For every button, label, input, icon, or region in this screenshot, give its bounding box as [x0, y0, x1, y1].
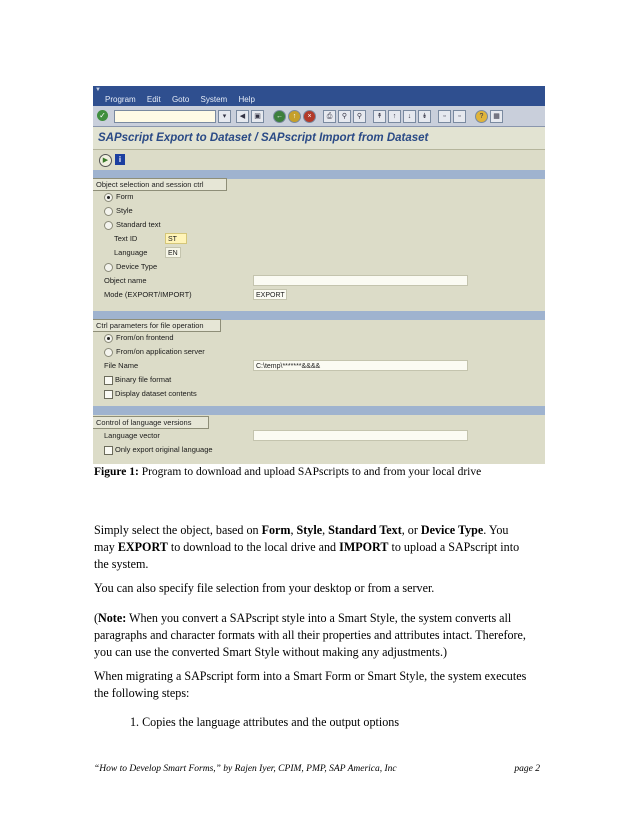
mode-label: Mode (EXPORT/IMPORT)	[104, 290, 192, 299]
page-footer	[94, 764, 540, 774]
cancel-icon[interactable]: ×	[303, 110, 316, 123]
frontend-radio[interactable]	[104, 334, 113, 343]
text-run: ,	[290, 523, 297, 537]
frontend-radio-row[interactable]	[93, 331, 545, 345]
back-nav-icon[interactable]: ◀	[236, 110, 249, 123]
command-field[interactable]	[114, 110, 216, 123]
find-next-icon[interactable]: ⚲	[353, 110, 366, 123]
save-icon[interactable]: ▣	[251, 110, 264, 123]
find-icon[interactable]: ⚲	[338, 110, 351, 123]
enter-icon[interactable]: ✓	[97, 110, 108, 121]
text-run: ,	[322, 523, 329, 537]
bold-run: IMPORT	[339, 540, 389, 554]
form-label: Form	[116, 192, 134, 201]
standard-toolbar	[93, 106, 545, 127]
standard-text-radio[interactable]	[104, 221, 113, 230]
shortcut-icon[interactable]: ▫	[453, 110, 466, 123]
only-original-checkbox-row[interactable]	[93, 443, 545, 457]
execute-icon[interactable]: ▶	[99, 154, 112, 167]
device-type-radio-row[interactable]	[93, 260, 545, 274]
menu-goto[interactable]: Goto	[171, 95, 190, 104]
group-separator	[93, 406, 545, 415]
app-server-radio-row[interactable]	[93, 345, 545, 359]
note-label: Note:	[98, 611, 127, 625]
bold-run: Device Type	[420, 523, 484, 537]
list-item: 1. Copies the language attributes and the output options	[130, 715, 400, 729]
object-name-row	[93, 274, 545, 288]
display-dataset-label: Display dataset contents	[115, 389, 197, 398]
create-session-icon[interactable]: ▫	[438, 110, 451, 123]
style-radio-row[interactable]	[93, 204, 545, 218]
paragraph-line	[94, 522, 552, 539]
next-page-icon[interactable]: ↓	[403, 110, 416, 123]
device-type-radio[interactable]	[104, 263, 113, 272]
paragraph-line	[94, 539, 552, 556]
paragraph-migration-steps	[94, 668, 552, 702]
frontend-label: From/on frontend	[116, 333, 174, 342]
text-run: . You	[483, 523, 509, 537]
binary-checkbox[interactable]	[104, 376, 113, 385]
binary-checkbox-row[interactable]	[93, 373, 545, 387]
language-field[interactable]: EN	[165, 247, 181, 258]
text-id-label: Text ID	[114, 234, 138, 243]
first-page-icon[interactable]: ↟	[373, 110, 386, 123]
paragraph-file-selection: You can also specify file selection from your desktop or from a server.	[94, 581, 435, 595]
standard-text-radio-row[interactable]	[93, 218, 545, 232]
menu-program[interactable]: Program	[105, 95, 136, 104]
application-toolbar	[93, 150, 545, 170]
language-vector-row	[93, 429, 545, 443]
text-id-row	[93, 232, 545, 246]
text-run: (	[94, 611, 99, 625]
form-radio-row[interactable]	[93, 190, 545, 204]
group-object-selection-title: Object selection and session ctrl	[93, 178, 227, 191]
language-vector-label: Language vector	[104, 431, 160, 440]
file-name-label: File Name	[104, 361, 139, 370]
text-run: may	[94, 540, 118, 554]
sap-screenshot	[93, 86, 545, 464]
text-run: to download to the local drive and	[167, 540, 340, 554]
menu-edit[interactable]: Edit	[146, 95, 161, 104]
caption-label: Figure 1:	[94, 466, 139, 478]
group-language-versions-title: Control of language versions	[93, 416, 209, 429]
language-vector-field[interactable]	[253, 430, 468, 441]
paragraph-line: When migrating a SAPscript form into a Smart Form or Smart Style, the system executes	[94, 669, 527, 683]
menu-bar	[93, 86, 545, 106]
app-server-radio[interactable]	[104, 348, 113, 357]
object-name-label: Object name	[104, 276, 147, 285]
figure-caption	[94, 466, 481, 478]
style-label: Style	[116, 206, 133, 215]
paragraph-line: the following steps:	[94, 686, 190, 700]
caption-text: Program to download and upload SAPscripts to and from your local drive	[138, 466, 482, 478]
bold-run: Standard Text	[328, 523, 402, 537]
app-server-label: From/on application server	[116, 347, 205, 356]
info-icon[interactable]: i	[115, 154, 125, 165]
only-original-label: Only export original language	[115, 445, 213, 454]
previous-page-icon[interactable]: ↑	[388, 110, 401, 123]
paragraph-line: paragraphs and character formats with all their properties and attributes intact. Therefore,	[94, 628, 526, 642]
display-dataset-checkbox-row[interactable]	[93, 387, 545, 401]
back-icon[interactable]: ←	[273, 110, 286, 123]
paragraph-select-object	[94, 522, 552, 573]
menu-help[interactable]: Help	[238, 95, 255, 104]
note-paragraph	[94, 610, 552, 661]
mode-field[interactable]: EXPORT	[253, 289, 287, 300]
text-id-field[interactable]: ST	[165, 233, 187, 244]
bold-run: Form	[261, 523, 291, 537]
form-radio[interactable]	[104, 193, 113, 202]
exit-icon[interactable]: ↑	[288, 110, 301, 123]
file-name-row	[93, 359, 545, 373]
file-name-field[interactable]: C:\temp\*******&&&&	[253, 360, 468, 371]
paragraph-line: the system.	[94, 557, 149, 571]
menu-system[interactable]: System	[200, 95, 228, 104]
style-radio[interactable]	[104, 207, 113, 216]
command-dropdown-icon[interactable]: ▾	[218, 110, 231, 123]
paragraph-line	[94, 610, 552, 627]
bold-run: Style	[296, 523, 323, 537]
title-bar	[93, 127, 545, 150]
group-file-operation-title: Ctrl parameters for file operation	[93, 319, 221, 332]
language-row	[93, 246, 545, 260]
language-label: Language	[114, 248, 148, 257]
standard-text-label: Standard text	[116, 220, 161, 229]
text-run: , or	[401, 523, 421, 537]
text-run: Simply select the object, based on	[94, 523, 262, 537]
mode-row	[93, 288, 545, 302]
only-original-checkbox[interactable]	[104, 446, 113, 455]
display-dataset-checkbox[interactable]	[104, 390, 113, 399]
binary-label: Binary file format	[115, 375, 172, 384]
footer-citation: “How to Develop Smart Forms,” by Rajen Iyer, CPIM, PMP, SAP America, Inc	[94, 764, 397, 774]
text-run: When you convert a SAPscript style into a Smart Style, the system converts all	[126, 611, 512, 625]
help-icon[interactable]: ?	[475, 110, 488, 123]
page-number: page 2	[514, 764, 540, 774]
bold-run: EXPORT	[117, 540, 168, 554]
device-type-label: Device Type	[116, 262, 158, 271]
layout-menu-icon[interactable]: ▦	[490, 110, 503, 123]
print-icon[interactable]: ⎙	[323, 110, 336, 123]
screen-title: SAPscript Export to Dataset / SAPscript Import from Dataset	[98, 132, 429, 144]
paragraph-line: you can use the converted Smart Style without making any adjustments.)	[94, 645, 447, 659]
text-run: to upload a SAPscript into	[388, 540, 520, 554]
object-name-field[interactable]	[253, 275, 468, 286]
window-menu-icon[interactable]: ▼	[95, 87, 101, 93]
last-page-icon[interactable]: ↡	[418, 110, 431, 123]
